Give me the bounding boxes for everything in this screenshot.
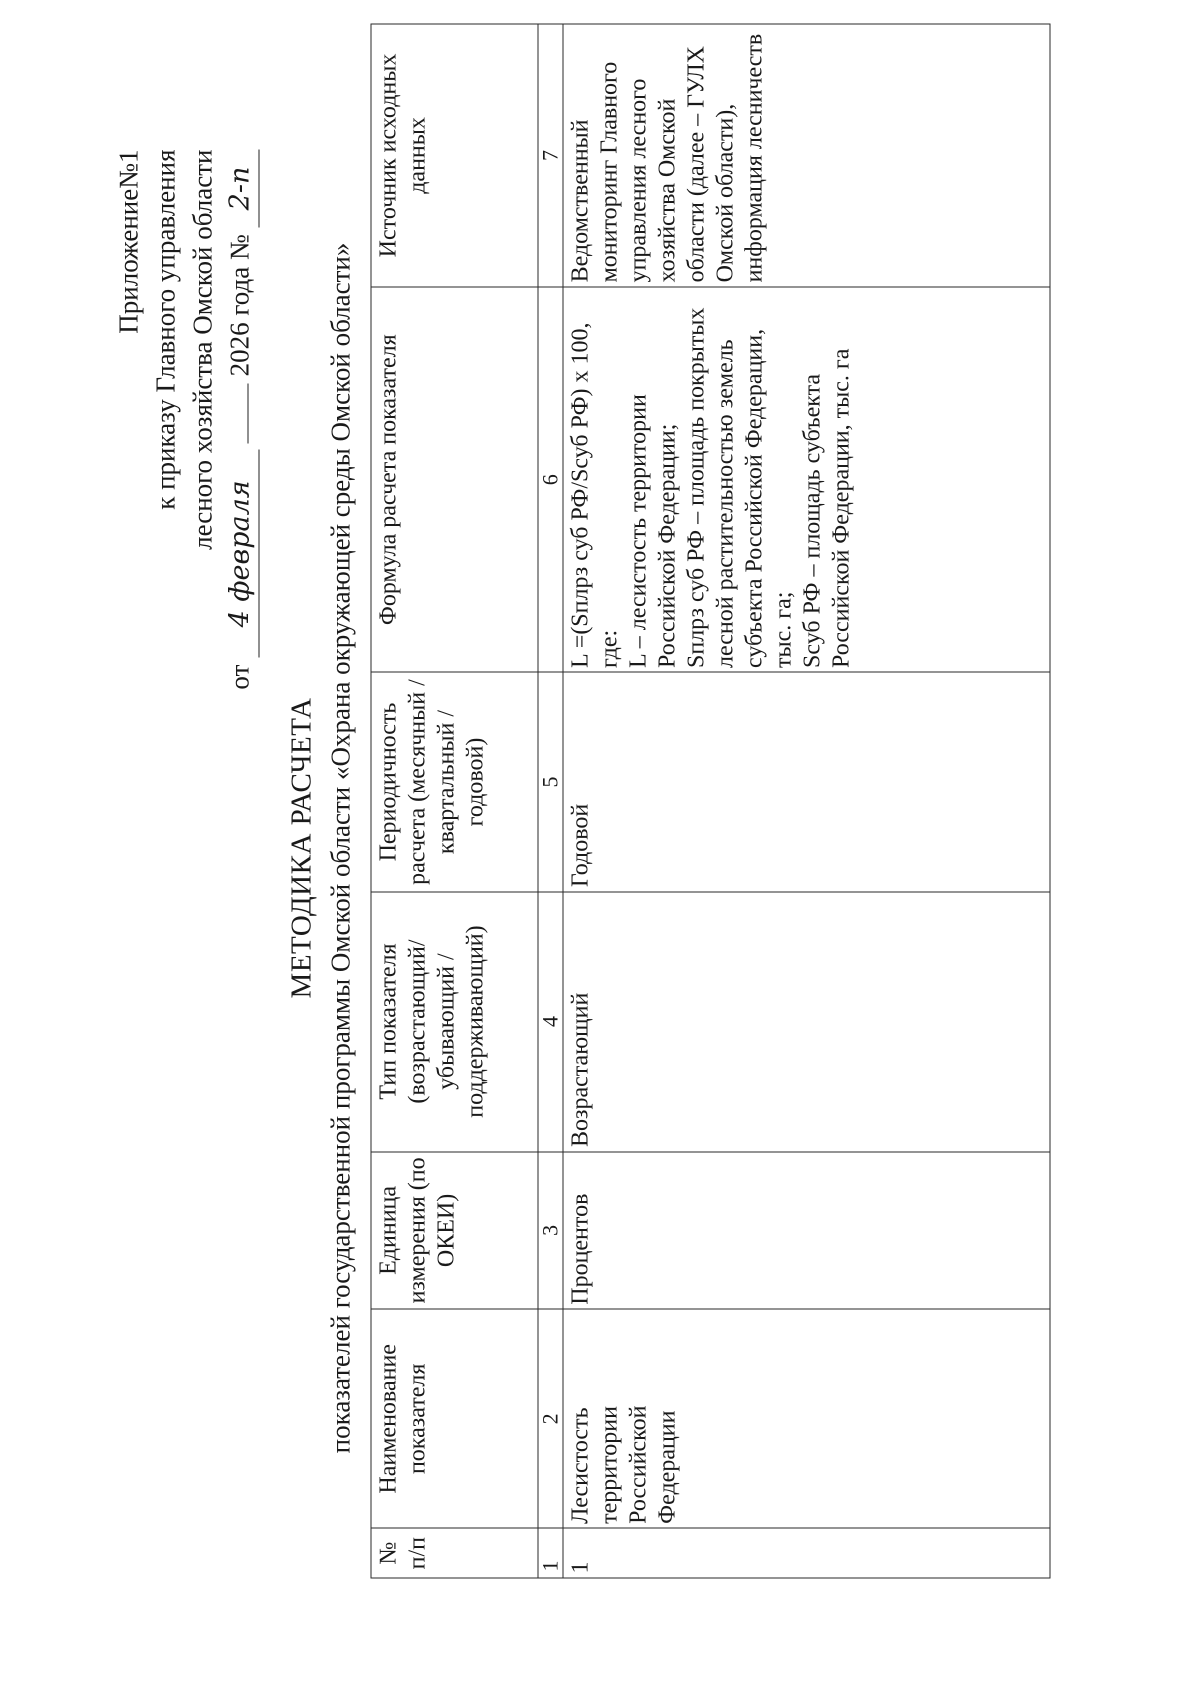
methodology-table <box>371 24 1051 1579</box>
department-name: лесного хозяйства Омской области <box>187 149 218 550</box>
appendix-label: Приложение№1 <box>113 149 144 334</box>
order-year: 2026 года № <box>224 234 255 377</box>
column-number: 1 <box>538 1528 563 1578</box>
header-periodicity: Периодичность расчета (месячный / квартальный / годовой) <box>371 672 538 891</box>
indicator-type: Возрастающий <box>563 892 1050 1152</box>
approval-block <box>111 150 260 690</box>
column-number-row <box>538 24 563 1578</box>
header-unit: Единица измерения (по ОКЕИ) <box>371 1152 538 1310</box>
date-prefix: от <box>224 664 255 690</box>
document-title: МЕТОДИКА РАСЧЕТА <box>285 697 318 999</box>
table-header-row <box>371 24 538 1578</box>
handwritten-order-number: 2-п <box>222 150 260 228</box>
column-number: 2 <box>538 1309 563 1528</box>
indicator-data-source: Ведомственный мониторинг Главного управления лесного хозяйства Омской области (далее – ГУЛХ Омской области), информация лесничеств <box>563 24 1050 287</box>
row-number: 1 <box>563 1528 1050 1578</box>
indicator-name: Лесистость территории Российской Федерации <box>563 1309 1050 1528</box>
order-reference: к приказу Главного управления <box>150 149 181 510</box>
header-indicator-name: Наименование показателя <box>371 1309 538 1528</box>
indicator-formula: L =(Sплрз суб РФ/Sсуб РФ) х 100, где: L – лесистость территории Российской Федерации; Sплрз суб РФ – площадь покрытых лесной растительностью земель субъекта Российской Федерации, тыс. га; Sсуб РФ – площадь субъекта Российской Федерации, тыс. га <box>563 287 1050 673</box>
header-indicator-type: Тип показателя (возрастающий/ убывающий / поддерживающий) <box>371 892 538 1152</box>
handwritten-date: 4 февраля <box>222 450 260 658</box>
column-number: 4 <box>538 892 563 1152</box>
document-page <box>1 0 1200 1697</box>
indicator-unit: Процентов <box>563 1152 1050 1310</box>
document-subtitle: показателей государственной программы Омской области «Охрана окружающей среды Омской области» <box>325 242 356 1454</box>
column-number: 7 <box>538 24 563 287</box>
order-date-line <box>222 150 260 690</box>
header-number: № п/п <box>371 1528 538 1578</box>
column-number: 3 <box>538 1152 563 1310</box>
header-data-source: Источник исходных данных <box>371 24 538 287</box>
indicator-periodicity: Годовой <box>563 672 1050 891</box>
header-formula: Формула расчета показателя <box>371 287 538 673</box>
table-row <box>563 24 1050 1578</box>
date-blank <box>248 383 249 443</box>
column-number: 5 <box>538 672 563 891</box>
column-number: 6 <box>538 287 563 673</box>
